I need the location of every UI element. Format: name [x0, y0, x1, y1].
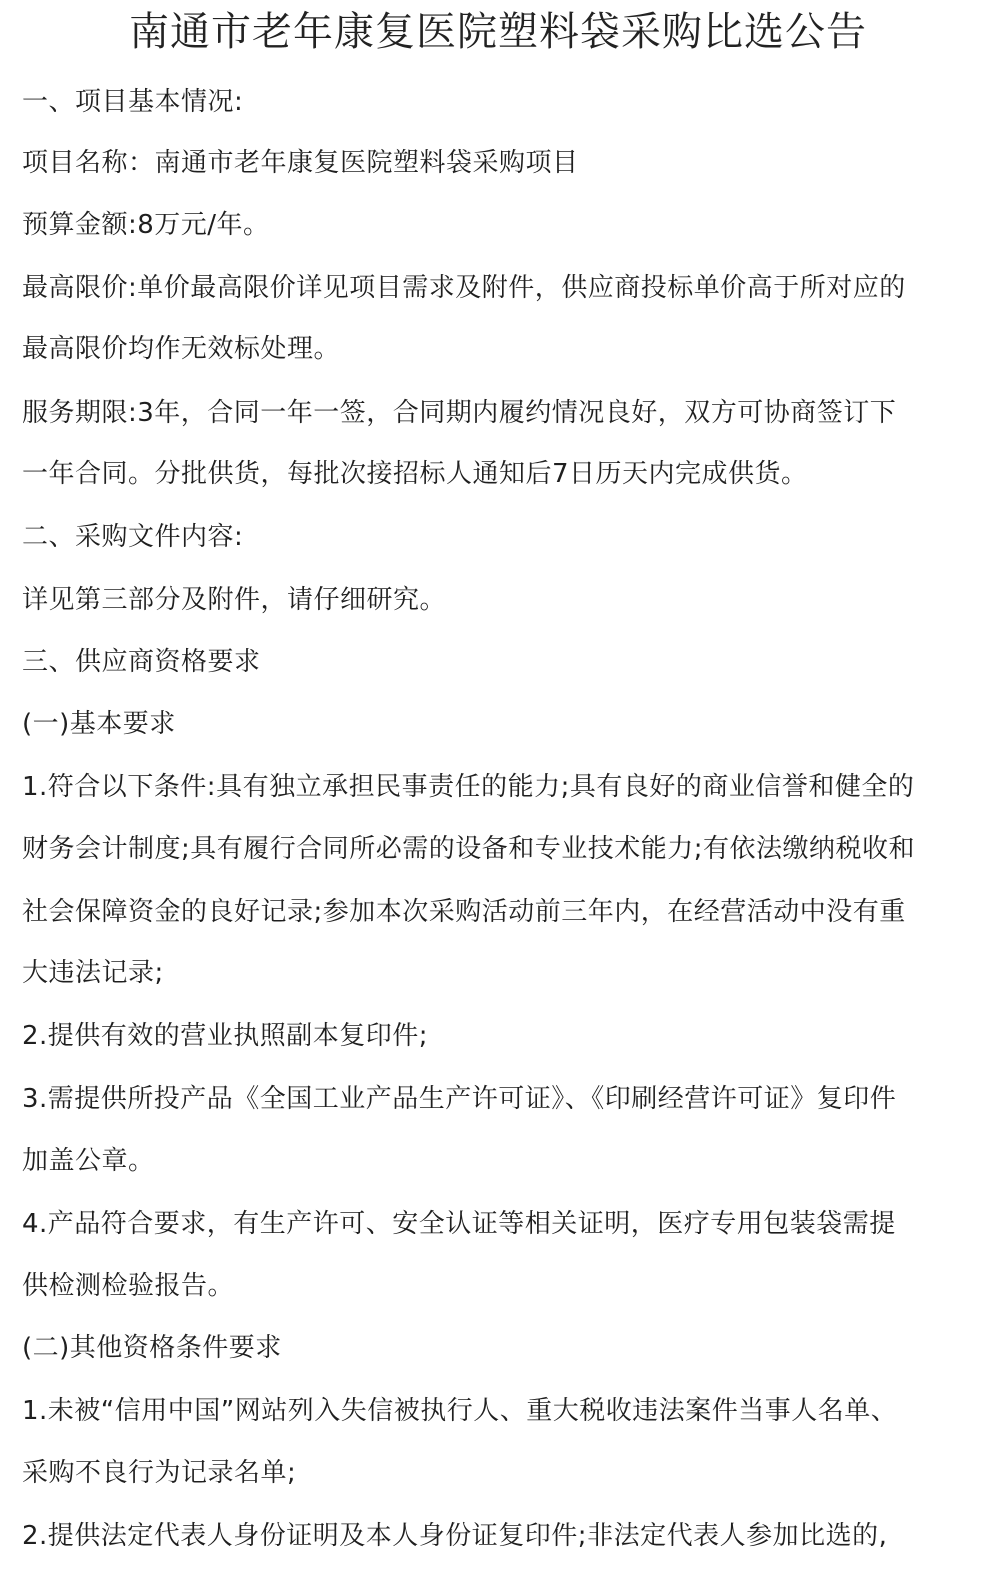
requirement-4-line-2: 供检测检验报告。: [22, 1271, 235, 1301]
requirement-2-line: 2.提供有效的营业执照副本复印件;: [22, 1021, 429, 1051]
requirement-1-line-4: 大违法记录;: [22, 958, 164, 988]
service-period-line-2: 一年合同。分批供货，每批次接招标人通知后7日历天内完成供货。: [22, 459, 808, 489]
section-1-heading: 一、项目基本情况:: [22, 87, 244, 117]
basic-requirements-heading: (一)基本要求: [22, 709, 176, 739]
project-name-line: 项目名称：南通市老年康复医院塑料袋采购项目: [22, 148, 579, 178]
other-requirement-1-line-1: 1.未被“信用中国”网站列入失信被执行人、重大税收违法案件当事人名单、: [22, 1396, 898, 1426]
requirement-4-line-1: 4.产品符合要求，有生产许可、安全认证等相关证明，医疗专用包装袋需提: [22, 1209, 896, 1239]
requirement-1-line-2: 财务会计制度;具有履行合同所必需的设备和专业技术能力;有依法缴纳税收和: [22, 834, 916, 864]
section-2-content: 详见第三部分及附件，请仔细研究。: [22, 585, 447, 615]
price-limit-line-2: 最高限价均作无效标处理。: [22, 334, 341, 364]
service-period-line-1: 服务期限:3年，合同一年一签，合同期内履约情况良好，双方可协商签订下: [22, 398, 897, 428]
requirement-1-line-3: 社会保障资金的良好记录;参加本次采购活动前三年内，在经营活动中没有重: [22, 897, 906, 927]
other-requirement-2-line-1: 2.提供法定代表人身份证明及本人身份证复印件;非法定代表人参加比选的,: [22, 1521, 888, 1551]
requirement-1-line-1: 1.符合以下条件:具有独立承担民事责任的能力;具有良好的商业信誉和健全的: [22, 772, 915, 802]
price-limit-line-1: 最高限价:单价最高限价详见项目需求及附件，供应商投标单价高于所对应的: [22, 273, 906, 303]
other-requirements-heading: (二)其他资格条件要求: [22, 1333, 282, 1363]
requirement-3-line-2: 加盖公章。: [22, 1146, 155, 1176]
other-requirement-1-line-2: 采购不良行为记录名单;: [22, 1458, 297, 1488]
requirement-3-line-1: 3.需提供所投产品《全国工业产品生产许可证》、《印刷经营许可证》复印件: [22, 1084, 897, 1114]
section-3-heading: 三、供应商资格要求: [22, 647, 261, 677]
section-2-heading: 二、采购文件内容:: [22, 522, 244, 552]
document-title: 南通市老年康复医院塑料袋采购比选公告: [129, 9, 867, 55]
budget-line: 预算金额:8万元/年。: [22, 210, 270, 240]
